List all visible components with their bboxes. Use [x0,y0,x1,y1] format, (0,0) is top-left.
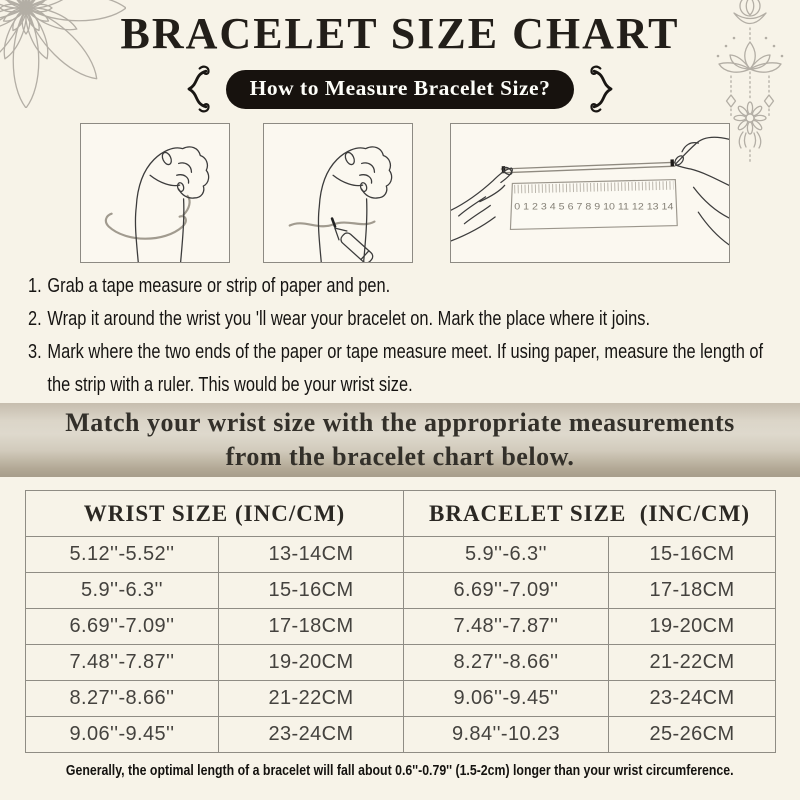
illustration-wrap-string [80,123,230,263]
instruction-item-3 [28,336,766,402]
table-header-row [26,491,776,537]
subtitle-row [0,66,800,112]
table-row [26,645,776,681]
wrist-inch-cell: 8.27''-8.66'' [26,681,219,717]
squiggle-left-icon [181,65,213,113]
bracelet-inch-cell: 8.27''-8.66'' [404,645,609,681]
wrist-inch-cell: 7.48''-7.87'' [26,645,219,681]
instruction-item-2 [28,303,766,336]
bracelet-inch-cell: 6.69''-7.09'' [404,573,609,609]
wrist-size-header: WRIST SIZE (INC/CM) [26,491,404,537]
wrist-cm-cell: 13-14CM [219,537,404,573]
wrist-cm-cell: 23-24CM [219,717,404,753]
bracelet-cm-cell: 15-16CM [609,537,776,573]
footer-note: Generally, the optimal length of a bracelet will fall about 0.6''-0.79'' (1.5-2cm) longer than your wrist circumference. [66,763,734,779]
illustration-ruler-measure [450,123,730,263]
bracelet-size-header: BRACELET SIZE (INC/CM) [404,491,776,537]
table-row [26,537,776,573]
instruction-text: Wrap it around the wrist you 'll wear your bracelet on. Mark the place where it joins. [47,308,651,330]
page-title: BRACELET SIZE CHART [120,9,680,58]
illustration-mark-pen [263,123,413,263]
wrist-cm-cell: 21-22CM [219,681,404,717]
bracelet-inch-cell: 9.06''-9.45'' [404,681,609,717]
ruler-numbers: 0 1 2 3 4 5 6 7 8 9 10 11 12 13 14 [514,201,674,212]
footer [0,762,800,780]
instruction-number: 2. [28,308,42,330]
wrist-inch-cell: 6.69''-7.09'' [26,609,219,645]
wrist-inch-cell: 5.9''-6.3'' [26,573,219,609]
instruction-text: Mark where the two ends of the paper or tape measure meet. If using paper, measure the length of the strip with a ruler. This would be your wrist size. [47,341,764,396]
instruction-number: 3. [28,341,42,363]
bracelet-cm-cell: 17-18CM [609,573,776,609]
wrist-cm-cell: 15-16CM [219,573,404,609]
bracelet-cm-cell: 25-26CM [609,717,776,753]
instructions-list [28,270,766,402]
table-row [26,681,776,717]
match-banner-line2: from the bracelet chart below. [225,442,575,471]
size-table [25,490,776,753]
bracelet-cm-cell: 23-24CM [609,681,776,717]
instruction-text: Grab a tape measure or strip of paper and pen. [47,275,391,297]
bracelet-inch-cell: 5.9''-6.3'' [404,537,609,573]
wrist-inch-cell: 9.06''-9.45'' [26,717,219,753]
wrist-inch-cell: 5.12''-5.52'' [26,537,219,573]
bracelet-inch-cell: 7.48''-7.87'' [404,609,609,645]
instruction-number: 1. [28,275,42,297]
table-row [26,609,776,645]
bracelet-cm-cell: 19-20CM [609,609,776,645]
table-row [26,573,776,609]
squiggle-right-icon [587,65,619,113]
match-banner [0,403,800,477]
wrist-cm-cell: 19-20CM [219,645,404,681]
wrist-cm-cell: 17-18CM [219,609,404,645]
measure-pill: How to Measure Bracelet Size? [226,70,575,109]
bracelet-cm-cell: 21-22CM [609,645,776,681]
instruction-item-1 [28,270,766,303]
table-row [26,717,776,753]
match-banner-line1: Match your wrist size with the appropriate measurements [65,408,735,437]
bracelet-inch-cell: 9.84''-10.23 [404,717,609,753]
